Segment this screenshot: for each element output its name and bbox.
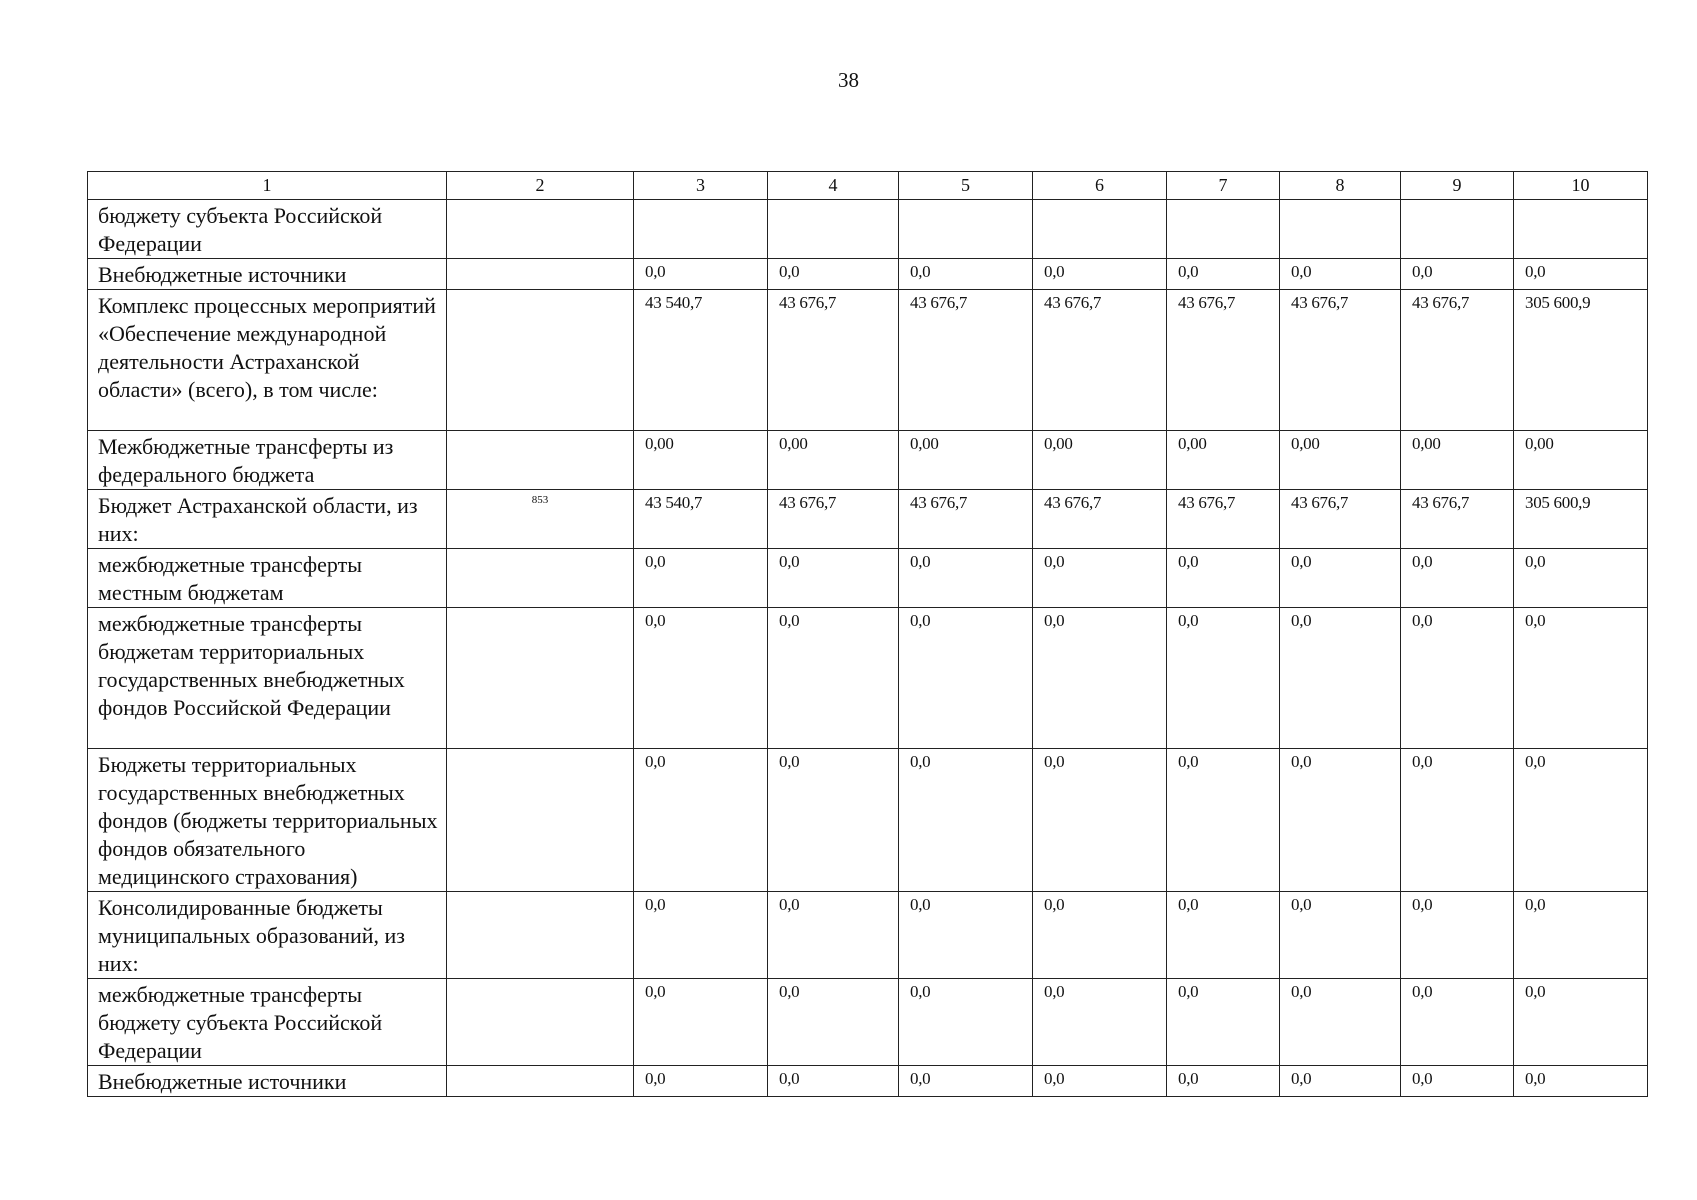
row-value-cell: 0,0 [1401, 549, 1514, 608]
row-value-cell: 0,0 [1280, 608, 1401, 749]
row-value-cell: 0,0 [1514, 608, 1648, 749]
row-value-cell: 0,0 [1514, 1066, 1648, 1097]
row-value-cell: 43 540,7 [634, 290, 768, 431]
row-name-cell: Внебюджетные источники [88, 259, 447, 290]
row-value-cell: 0,0 [1514, 892, 1648, 979]
row-value-cell: 0,0 [1401, 608, 1514, 749]
row-value-cell: 0,0 [899, 549, 1033, 608]
table-row [88, 892, 1648, 979]
row-value-cell: 0,00 [768, 431, 899, 490]
row-value-cell: 0,0 [899, 979, 1033, 1066]
row-code-cell [447, 290, 634, 431]
row-value-cell: 0,0 [1280, 259, 1401, 290]
row-value-cell: 43 676,7 [1401, 490, 1514, 549]
row-value-cell: 43 540,7 [634, 490, 768, 549]
row-name-cell: Бюджет Астраханской области, из них: [88, 490, 447, 549]
row-value-cell: 0,00 [1167, 431, 1280, 490]
table-header-row [88, 172, 1648, 200]
row-value-cell [1033, 200, 1167, 259]
row-name-cell: Консолидированные бюджеты муниципальных образований, из них: [88, 892, 447, 979]
row-value-cell: 0,0 [1167, 979, 1280, 1066]
row-code-cell [447, 749, 634, 892]
table-row [88, 290, 1648, 431]
row-value-cell [634, 200, 768, 259]
row-value-cell: 43 676,7 [1280, 490, 1401, 549]
column-number-header: 8 [1280, 172, 1401, 200]
row-value-cell: 0,0 [899, 749, 1033, 892]
table-row [88, 431, 1648, 490]
row-value-cell: 0,0 [1167, 1066, 1280, 1097]
row-value-cell: 0,0 [1033, 608, 1167, 749]
row-value-cell [1167, 200, 1280, 259]
row-value-cell: 0,0 [899, 892, 1033, 979]
table-row [88, 1066, 1648, 1097]
row-value-cell: 43 676,7 [899, 290, 1033, 431]
row-code-cell [447, 1066, 634, 1097]
row-value-cell: 0,0 [1033, 979, 1167, 1066]
column-number-header: 4 [768, 172, 899, 200]
row-value-cell: 0,0 [899, 608, 1033, 749]
row-value-cell: 0,00 [1280, 431, 1401, 490]
row-value-cell: 0,0 [1167, 259, 1280, 290]
row-value-cell: 0,0 [1167, 549, 1280, 608]
row-value-cell: 305 600,9 [1514, 290, 1648, 431]
row-value-cell: 0,0 [1280, 549, 1401, 608]
row-value-cell: 0,0 [1401, 259, 1514, 290]
row-value-cell [1280, 200, 1401, 259]
row-value-cell: 0,0 [1401, 749, 1514, 892]
row-name-cell: Внебюджетные источники [88, 1066, 447, 1097]
row-code-cell [447, 200, 634, 259]
row-value-cell: 0,00 [1401, 431, 1514, 490]
column-number-header: 10 [1514, 172, 1648, 200]
row-value-cell: 43 676,7 [1401, 290, 1514, 431]
row-value-cell: 43 676,7 [768, 490, 899, 549]
row-value-cell: 0,0 [1280, 749, 1401, 892]
row-value-cell: 305 600,9 [1514, 490, 1648, 549]
column-number-header: 6 [1033, 172, 1167, 200]
column-number-header: 5 [899, 172, 1033, 200]
row-name-cell: межбюджетные трансферты местным бюджетам [88, 549, 447, 608]
row-value-cell: 0,0 [1167, 608, 1280, 749]
row-name-cell: Межбюджетные трансферты из федерального бюджета [88, 431, 447, 490]
row-value-cell: 0,0 [1514, 749, 1648, 892]
row-code-cell [447, 608, 634, 749]
row-value-cell: 0,0 [1033, 1066, 1167, 1097]
row-value-cell: 0,0 [899, 259, 1033, 290]
row-value-cell: 43 676,7 [1167, 490, 1280, 549]
row-value-cell: 0,0 [1167, 892, 1280, 979]
row-value-cell: 0,0 [768, 549, 899, 608]
row-value-cell: 0,0 [768, 259, 899, 290]
page-number: 38 [838, 68, 859, 92]
table-row [88, 259, 1648, 290]
row-code-cell [447, 892, 634, 979]
row-value-cell: 0,0 [634, 549, 768, 608]
row-code-cell [447, 259, 634, 290]
row-value-cell: 0,0 [768, 979, 899, 1066]
column-number-header: 1 [88, 172, 447, 200]
row-name-cell: межбюджетные трансферты бюджету субъекта Российской Федерации [88, 979, 447, 1066]
column-number-header: 7 [1167, 172, 1280, 200]
table-row [88, 549, 1648, 608]
row-value-cell: 0,0 [634, 608, 768, 749]
row-value-cell: 0,0 [768, 1066, 899, 1097]
table-row [88, 749, 1648, 892]
row-code-cell [447, 979, 634, 1066]
row-value-cell: 0,0 [1514, 259, 1648, 290]
row-code-cell: 853 [447, 490, 634, 549]
row-value-cell: 43 676,7 [1033, 490, 1167, 549]
row-value-cell: 0,0 [1280, 892, 1401, 979]
row-name-cell: Комплекс процессных мероприятий «Обеспечение международной деятельности Астраханской области» (всего), в том числе: [88, 290, 447, 431]
row-value-cell: 43 676,7 [768, 290, 899, 431]
column-number-header: 2 [447, 172, 634, 200]
table-row [88, 490, 1648, 549]
row-value-cell: 0,00 [1033, 431, 1167, 490]
row-value-cell: 0,0 [1167, 749, 1280, 892]
row-value-cell: 0,0 [768, 749, 899, 892]
row-value-cell: 0,0 [1280, 979, 1401, 1066]
row-name-cell: межбюджетные трансферты бюджетам территориальных государственных внебюджетных фондов Российской Федерации [88, 608, 447, 749]
row-value-cell: 0,0 [1514, 549, 1648, 608]
row-value-cell [1514, 200, 1648, 259]
row-value-cell: 0,0 [1401, 892, 1514, 979]
row-value-cell: 0,0 [899, 1066, 1033, 1097]
row-value-cell: 0,0 [1033, 259, 1167, 290]
row-value-cell: 0,0 [634, 749, 768, 892]
row-code-cell [447, 431, 634, 490]
row-value-cell: 43 676,7 [1280, 290, 1401, 431]
row-value-cell: 0,00 [1514, 431, 1648, 490]
row-value-cell: 0,0 [1401, 1066, 1514, 1097]
row-value-cell: 0,0 [634, 259, 768, 290]
row-value-cell: 0,0 [634, 1066, 768, 1097]
row-name-cell: Бюджеты территориальных государственных внебюджетных фондов (бюджеты территориальных фондов обязательного медицинского страхования) [88, 749, 447, 892]
row-value-cell: 0,0 [1514, 979, 1648, 1066]
row-value-cell [899, 200, 1033, 259]
row-value-cell: 0,00 [899, 431, 1033, 490]
row-value-cell: 0,0 [634, 979, 768, 1066]
row-name-cell: бюджету субъекта Российской Федерации [88, 200, 447, 259]
row-value-cell: 0,0 [1280, 1066, 1401, 1097]
row-value-cell: 0,0 [1033, 549, 1167, 608]
row-value-cell: 43 676,7 [899, 490, 1033, 549]
row-value-cell [1401, 200, 1514, 259]
budget-table [87, 171, 1648, 1097]
row-value-cell: 43 676,7 [1033, 290, 1167, 431]
row-code-cell [447, 549, 634, 608]
table-row [88, 979, 1648, 1066]
row-value-cell: 0,0 [768, 608, 899, 749]
row-value-cell: 0,0 [1033, 749, 1167, 892]
row-value-cell [768, 200, 899, 259]
column-number-header: 9 [1401, 172, 1514, 200]
row-value-cell: 0,00 [634, 431, 768, 490]
column-number-header: 3 [634, 172, 768, 200]
row-value-cell: 0,0 [1401, 979, 1514, 1066]
table-row [88, 608, 1648, 749]
row-value-cell: 0,0 [1033, 892, 1167, 979]
row-value-cell: 0,0 [768, 892, 899, 979]
row-value-cell: 0,0 [634, 892, 768, 979]
row-value-cell: 43 676,7 [1167, 290, 1280, 431]
table-row [88, 200, 1648, 259]
